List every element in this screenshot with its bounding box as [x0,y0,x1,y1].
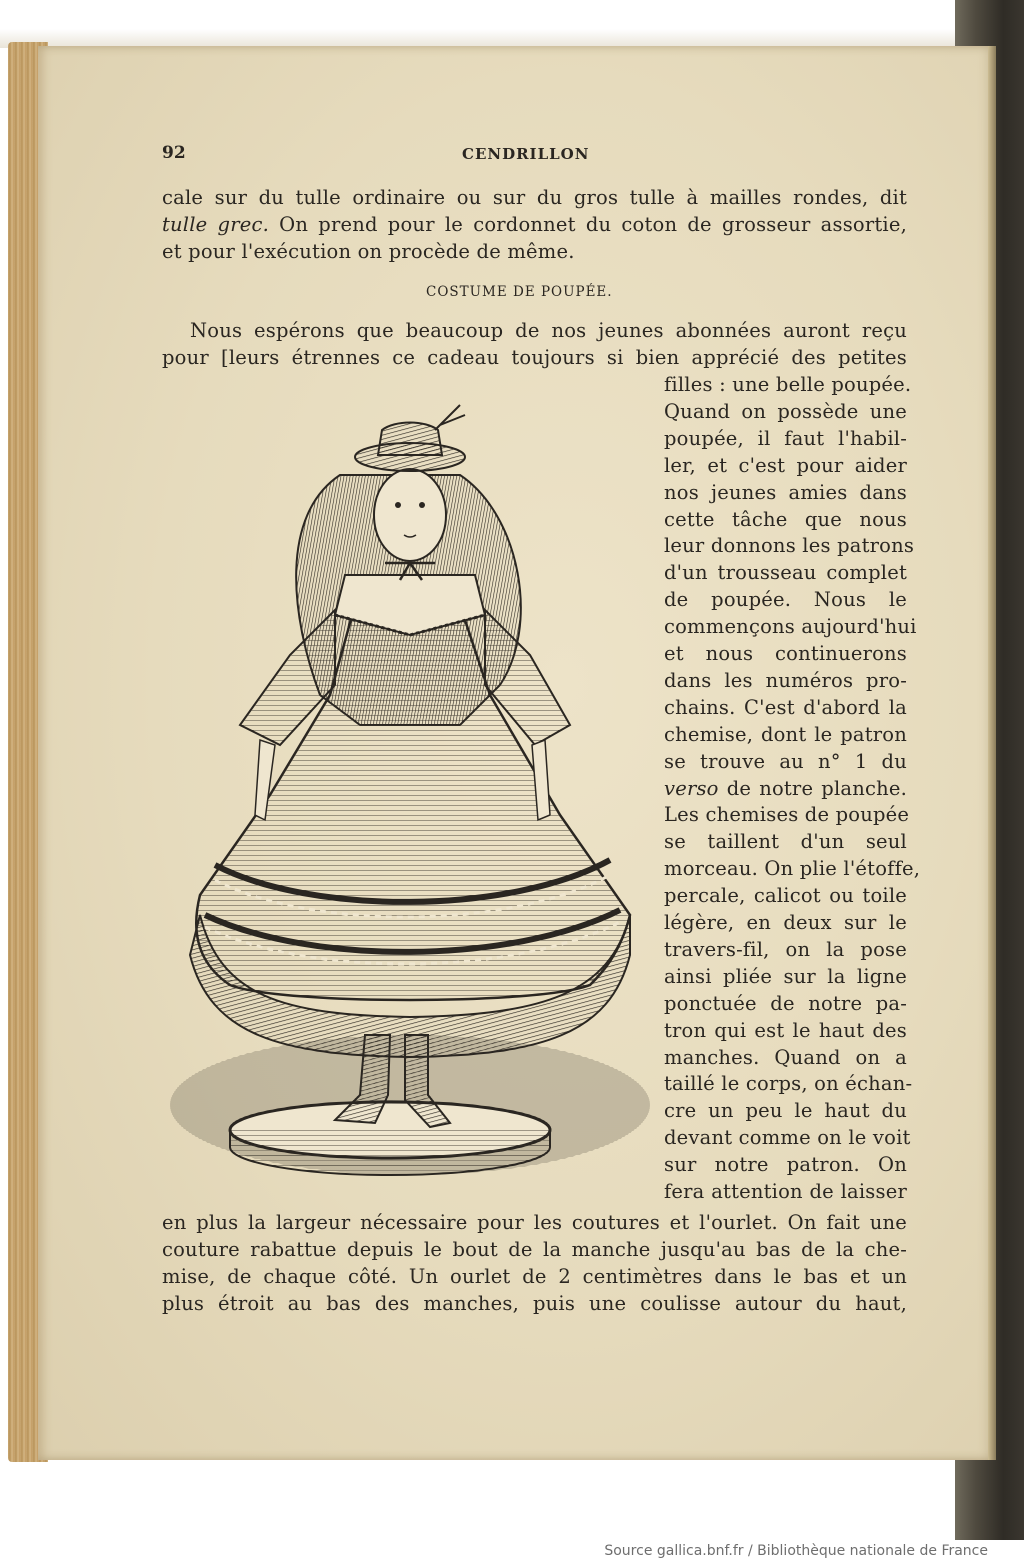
column-line: percale, calicot ou toile [664,884,907,908]
column-line: verso de notre planche. [664,776,907,800]
column-line: poupée, il faut l'habil- [664,426,907,450]
column-line: sur notre patron. On [664,1153,907,1177]
para-line-1: Nous espérons que beaucoup de nos jeunes abonnées auront reçu [190,319,907,342]
column-line: travers-fil, on la pose [664,937,907,961]
column-line: légère, en deux sur le [664,911,907,934]
doll-illustration [160,395,660,1185]
column-line: commençons aujourd'hui [664,615,917,639]
closing-line-4: plus étroit au bas des manches, puis une coulisse autour du haut, [162,1292,907,1315]
closing-line-2: couture rabattue depuis le bout de la manche jusqu'au bas de la che- [162,1238,907,1261]
column-line: ler, et c'est pour aider [664,453,907,477]
closing-line-3: mise, de chaque côté. Un ourlet de 2 centimètres dans le bas et un [162,1265,907,1288]
column-line: Quand on possède une [664,399,907,423]
column-line: tron qui est le haut des [664,1018,907,1042]
page-number: 92 [162,143,186,163]
column-line: ponctuée de notre pa- [664,991,907,1015]
column-line: devant comme on le voit [664,1126,911,1150]
section-title: COSTUME DE POUPÉE. [426,284,613,300]
column-line: de poupée. Nous le [664,588,907,612]
column-line: fera attention de laisser [664,1180,907,1203]
running-title: CENDRILLON [462,145,590,163]
scan-backdrop-top [0,0,1024,48]
column-line: nos jeunes amies dans [664,480,907,504]
intro-line-3: et pour l'exécution on procède de même. [162,240,575,263]
column-line: chemise, dont le patron [664,722,907,746]
column-line: leur donnons les patrons [664,534,915,558]
intro-line-1: cale sur du tulle ordinaire ou sur du gros tulle à mailles rondes, dit [162,186,907,209]
book-page-edge [988,46,996,1460]
column-line: cette tâche que nous [664,507,907,531]
column-line: d'un trousseau complet [664,561,907,585]
column-line: se taillent d'un seul [664,830,907,854]
closing-line-1: en plus la largeur nécessaire pour les coutures et l'ourlet. On fait une [162,1211,907,1234]
column-line: Les chemises de poupée [664,803,910,827]
column-line: taillé le corps, on échan- [664,1072,913,1096]
intro-line-2: tulle grec. On prend pour le cordonnet du coton de grosseur assortie, [162,213,907,236]
column-line: manches. Quand on a [664,1045,907,1069]
source-footer: Source gallica.bnf.fr / Bibliothèque nationale de France [604,1543,988,1559]
column-line: cre un peu le haut du [664,1099,907,1123]
column-line: filles : une belle poupée. [664,373,912,396]
para-line-2: pour [leurs étrennes ce cadeau toujours si bien apprécié des petites [162,346,907,369]
column-line: et nous continuerons [664,642,907,665]
column-line: morceau. On plie l'étoffe, [664,857,921,881]
column-line: se trouve au n° 1 du [664,749,907,773]
column-line: ainsi pliée sur la ligne [664,964,907,988]
column-line: dans les numéros pro- [664,668,907,692]
column-line: chains. C'est d'abord la [664,695,907,719]
